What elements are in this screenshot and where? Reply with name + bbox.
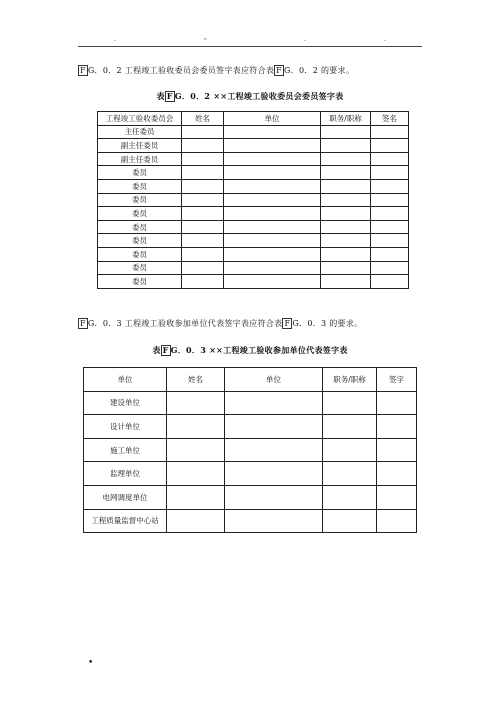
role-cell: 委员 bbox=[98, 179, 182, 193]
role-cell: 主任委员 bbox=[98, 125, 182, 139]
ref-box: F bbox=[80, 66, 86, 75]
footer-mark: • bbox=[88, 658, 94, 668]
title-cell[interactable] bbox=[321, 166, 371, 180]
table-row bbox=[98, 193, 409, 207]
header-mark: " bbox=[204, 38, 207, 45]
signature-cell[interactable] bbox=[371, 166, 409, 180]
role-cell: 副主任委员 bbox=[98, 152, 182, 166]
unit-cell[interactable] bbox=[224, 261, 321, 275]
title-cell[interactable] bbox=[321, 125, 371, 139]
table-row bbox=[98, 261, 409, 275]
unit-cell[interactable] bbox=[225, 462, 323, 486]
role-cell: 委员 bbox=[98, 207, 182, 221]
table-row bbox=[98, 247, 409, 261]
signature-cell[interactable] bbox=[371, 179, 409, 193]
name-cell[interactable] bbox=[167, 438, 225, 462]
signature-cell[interactable] bbox=[377, 485, 417, 509]
name-cell[interactable] bbox=[167, 509, 225, 533]
unit-type-cell: 建设单位 bbox=[84, 391, 167, 415]
title-cell[interactable] bbox=[323, 509, 377, 533]
role-cell: 副主任委员 bbox=[98, 139, 182, 153]
title-cell[interactable] bbox=[321, 275, 371, 289]
table-row bbox=[84, 462, 417, 486]
signature-cell[interactable] bbox=[371, 275, 409, 289]
unit-type-cell: 施工单位 bbox=[84, 438, 167, 462]
table-row bbox=[98, 220, 409, 234]
unit-cell[interactable] bbox=[224, 139, 321, 153]
signature-cell[interactable] bbox=[377, 415, 417, 439]
name-cell[interactable] bbox=[182, 139, 224, 153]
name-cell[interactable] bbox=[182, 125, 224, 139]
column-header: 工程竣工验收委员会 bbox=[98, 112, 182, 126]
name-cell[interactable] bbox=[167, 415, 225, 439]
title-cell[interactable] bbox=[321, 152, 371, 166]
title-cell[interactable] bbox=[323, 415, 377, 439]
unit-cell[interactable] bbox=[224, 179, 321, 193]
participant-unit-signature-table bbox=[83, 367, 417, 533]
title-cell[interactable] bbox=[323, 462, 377, 486]
unit-cell[interactable] bbox=[225, 415, 323, 439]
name-cell[interactable] bbox=[182, 166, 224, 180]
role-cell: 委员 bbox=[98, 234, 182, 248]
name-cell[interactable] bbox=[182, 193, 224, 207]
name-cell[interactable] bbox=[182, 220, 224, 234]
unit-cell[interactable] bbox=[225, 438, 323, 462]
column-header: 姓名 bbox=[167, 368, 225, 392]
header-mark: · bbox=[304, 38, 306, 45]
paragraph-text: G．0．3 的要求。 bbox=[292, 319, 363, 328]
signature-cell[interactable] bbox=[371, 261, 409, 275]
name-cell[interactable] bbox=[182, 261, 224, 275]
title-cell[interactable] bbox=[321, 220, 371, 234]
header-mark: · bbox=[114, 38, 116, 45]
column-header: 签名 bbox=[371, 112, 409, 126]
column-header: 单位 bbox=[224, 112, 321, 126]
unit-cell[interactable] bbox=[224, 207, 321, 221]
role-cell: 委员 bbox=[98, 247, 182, 261]
section2-paragraph bbox=[78, 318, 362, 329]
table2-caption: 表 F G．0．3 ××工程竣工验收参加单位代表签字表 bbox=[152, 345, 348, 355]
table-row bbox=[84, 485, 417, 509]
name-cell[interactable] bbox=[182, 152, 224, 166]
committee-signature-table bbox=[97, 111, 409, 289]
header-rule bbox=[78, 46, 422, 47]
name-cell[interactable] bbox=[182, 247, 224, 261]
title-cell[interactable] bbox=[321, 261, 371, 275]
title-cell[interactable] bbox=[321, 139, 371, 153]
title-cell[interactable] bbox=[321, 207, 371, 221]
paragraph-text: G．0．2 工程竣工验收委员会委员签字表应符合表 bbox=[87, 66, 275, 75]
title-cell[interactable] bbox=[323, 485, 377, 509]
signature-cell[interactable] bbox=[371, 152, 409, 166]
name-cell[interactable] bbox=[167, 391, 225, 415]
column-header: 职务/职称 bbox=[323, 368, 377, 392]
name-cell[interactable] bbox=[182, 234, 224, 248]
unit-type-cell: 设计单位 bbox=[84, 415, 167, 439]
ref-box: F bbox=[162, 345, 169, 355]
table-row bbox=[98, 234, 409, 248]
signature-cell[interactable] bbox=[371, 193, 409, 207]
title-cell[interactable] bbox=[323, 438, 377, 462]
signature-cell[interactable] bbox=[371, 207, 409, 221]
unit-cell[interactable] bbox=[224, 247, 321, 261]
table-row bbox=[98, 207, 409, 221]
unit-type-cell: 监理单位 bbox=[84, 462, 167, 486]
table-header-row bbox=[98, 112, 409, 126]
paragraph-text: G．0．3 工程竣工验收参加单位代表签字表应符合表 bbox=[87, 319, 283, 328]
page-header-marks bbox=[78, 39, 422, 45]
table-header-row bbox=[84, 368, 417, 392]
name-cell[interactable] bbox=[167, 462, 225, 486]
signature-cell[interactable] bbox=[371, 125, 409, 139]
table-row bbox=[98, 139, 409, 153]
name-cell[interactable] bbox=[167, 485, 225, 509]
signature-cell[interactable] bbox=[377, 438, 417, 462]
role-cell: 委员 bbox=[98, 166, 182, 180]
signature-cell[interactable] bbox=[371, 139, 409, 153]
table-row bbox=[98, 166, 409, 180]
name-cell[interactable] bbox=[182, 275, 224, 289]
role-cell: 委员 bbox=[98, 275, 182, 289]
column-header: 签字 bbox=[377, 368, 417, 392]
table-row bbox=[84, 391, 417, 415]
table-row bbox=[84, 509, 417, 533]
signature-cell[interactable] bbox=[371, 247, 409, 261]
unit-cell[interactable] bbox=[224, 152, 321, 166]
unit-cell[interactable] bbox=[224, 234, 321, 248]
ref-box: F bbox=[166, 91, 173, 101]
header-mark: · bbox=[384, 38, 386, 45]
unit-type-cell: 工程质量监督中心站 bbox=[84, 509, 167, 533]
table-row bbox=[84, 438, 417, 462]
role-cell: 委员 bbox=[98, 193, 182, 207]
title-cell[interactable] bbox=[321, 247, 371, 261]
unit-cell[interactable] bbox=[224, 193, 321, 207]
table-row bbox=[98, 179, 409, 193]
unit-cell[interactable] bbox=[224, 166, 321, 180]
table-row bbox=[98, 125, 409, 139]
signature-cell[interactable] bbox=[377, 462, 417, 486]
unit-cell[interactable] bbox=[224, 125, 321, 139]
name-cell[interactable] bbox=[182, 179, 224, 193]
table-row bbox=[98, 152, 409, 166]
table-row bbox=[98, 275, 409, 289]
column-header: 姓名 bbox=[182, 112, 224, 126]
title-cell[interactable] bbox=[321, 193, 371, 207]
role-cell: 委员 bbox=[98, 220, 182, 234]
unit-cell[interactable] bbox=[224, 220, 321, 234]
unit-cell[interactable] bbox=[225, 391, 323, 415]
title-cell[interactable] bbox=[321, 179, 371, 193]
ref-box: F bbox=[276, 66, 283, 75]
paragraph-text: G．0．2 的要求。 bbox=[284, 66, 355, 75]
column-header: 单位 bbox=[84, 368, 167, 392]
table1-caption: 表 F G．0．2 ××工程竣工验收委员会委员签字表 bbox=[156, 91, 344, 101]
signature-cell[interactable] bbox=[371, 220, 409, 234]
signature-cell[interactable] bbox=[377, 391, 417, 415]
title-cell[interactable] bbox=[321, 234, 371, 248]
signature-cell[interactable] bbox=[371, 234, 409, 248]
unit-cell[interactable] bbox=[225, 485, 323, 509]
ref-box: F bbox=[284, 319, 291, 328]
column-header: 单位 bbox=[225, 368, 323, 392]
ref-box: F bbox=[80, 319, 86, 328]
table-row bbox=[84, 415, 417, 439]
unit-cell[interactable] bbox=[225, 509, 323, 533]
unit-cell[interactable] bbox=[224, 275, 321, 289]
unit-type-cell: 电网调度单位 bbox=[84, 485, 167, 509]
role-cell: 委员 bbox=[98, 261, 182, 275]
column-header: 职务/职称 bbox=[321, 112, 371, 126]
section1-paragraph bbox=[78, 65, 354, 76]
name-cell[interactable] bbox=[182, 207, 224, 221]
title-cell[interactable] bbox=[323, 391, 377, 415]
signature-cell[interactable] bbox=[377, 509, 417, 533]
